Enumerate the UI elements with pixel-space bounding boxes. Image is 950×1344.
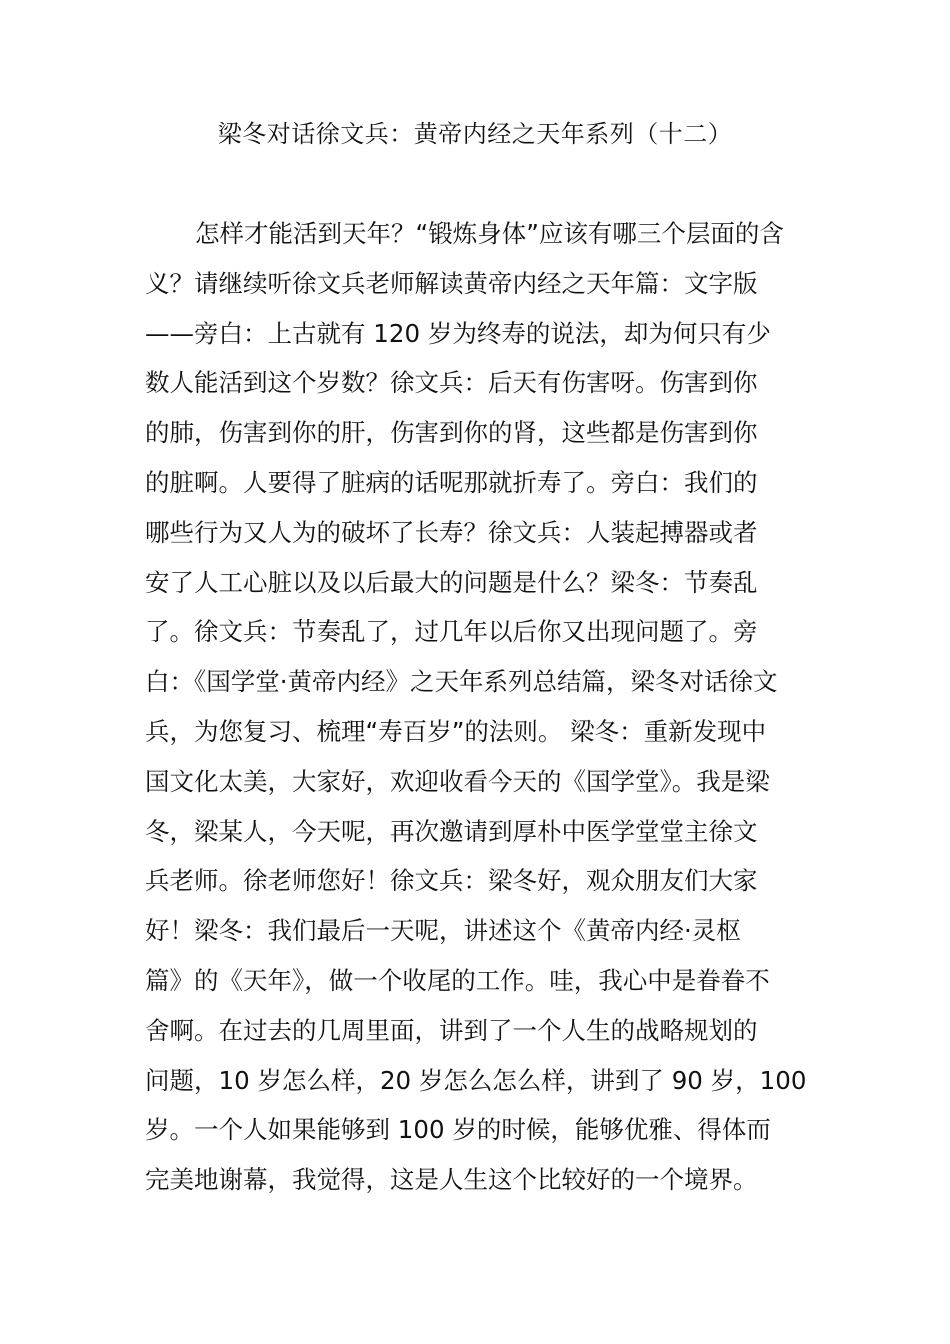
- body-line: 了。徐文兵：节奏乱了，过几年以后你又出现问题了。旁: [145, 617, 758, 647]
- body-line: 岁。一个人如果能够到 100 岁的时候，能够优雅、得体而: [145, 1115, 771, 1145]
- document-body: [145, 216, 805, 1212]
- body-line: 冬，梁某人，今天呢，再次邀请到厚朴中医学堂堂主徐文: [145, 816, 758, 846]
- body-line: 国文化太美，大家好，欢迎收看今天的《国学堂》。我是梁: [145, 766, 770, 796]
- body-line: 的脏啊。人要得了脏病的话呢那就折寿了。旁白：我们的: [145, 467, 758, 497]
- body-line: 好！梁冬：我们最后一天呢，讲述这个《黄帝内经·灵枢: [145, 916, 741, 946]
- body-line: 数人能活到这个岁数？徐文兵：后天有伤害呀。伤害到你: [145, 368, 758, 398]
- body-line: 怎样才能活到天年？“锻炼身体”应该有哪三个层面的含: [195, 219, 784, 248]
- body-line: 义？请继续听徐文兵老师解读黄帝内经之天年篇：文字版: [145, 268, 758, 298]
- body-line: ——旁白：上古就有 120 岁为终寿的说法，却为何只有少: [145, 318, 771, 348]
- body-line: 兵，为您复习、梳理“寿百岁”的法则。 梁冬：重新发现中: [145, 716, 767, 746]
- body-line: 完美地谢幕，我觉得，这是人生这个比较好的一个境界。: [145, 1165, 758, 1195]
- document-title: 梁冬对话徐文兵：黄帝内经之天年系列（十二）: [217, 120, 733, 148]
- body-line: 兵老师。徐老师您好！徐文兵：梁冬好，观众朋友们大家: [145, 866, 758, 896]
- body-line: 哪些行为又人为的破坏了长寿？徐文兵：人装起搏器或者: [145, 517, 758, 547]
- body-line: 安了人工心脏以及以后最大的问题是什么？梁冬：节奏乱: [145, 567, 758, 597]
- body-line: 白：《国学堂·黄帝内经》之天年系列总结篇，梁冬对话徐文: [145, 667, 778, 697]
- body-line: 的肺，伤害到你的肝，伤害到你的肾，这些都是伤害到你: [145, 418, 758, 448]
- body-line: 篇》的《天年》，做一个收尾的工作。哇，我心中是眷眷不: [145, 965, 770, 995]
- body-line: 舍啊。在过去的几周里面，讲到了一个人生的战略规划的: [145, 1015, 758, 1045]
- body-line: 问题，10 岁怎么样，20 岁怎么怎么样，讲到了 90 岁，100: [145, 1065, 807, 1095]
